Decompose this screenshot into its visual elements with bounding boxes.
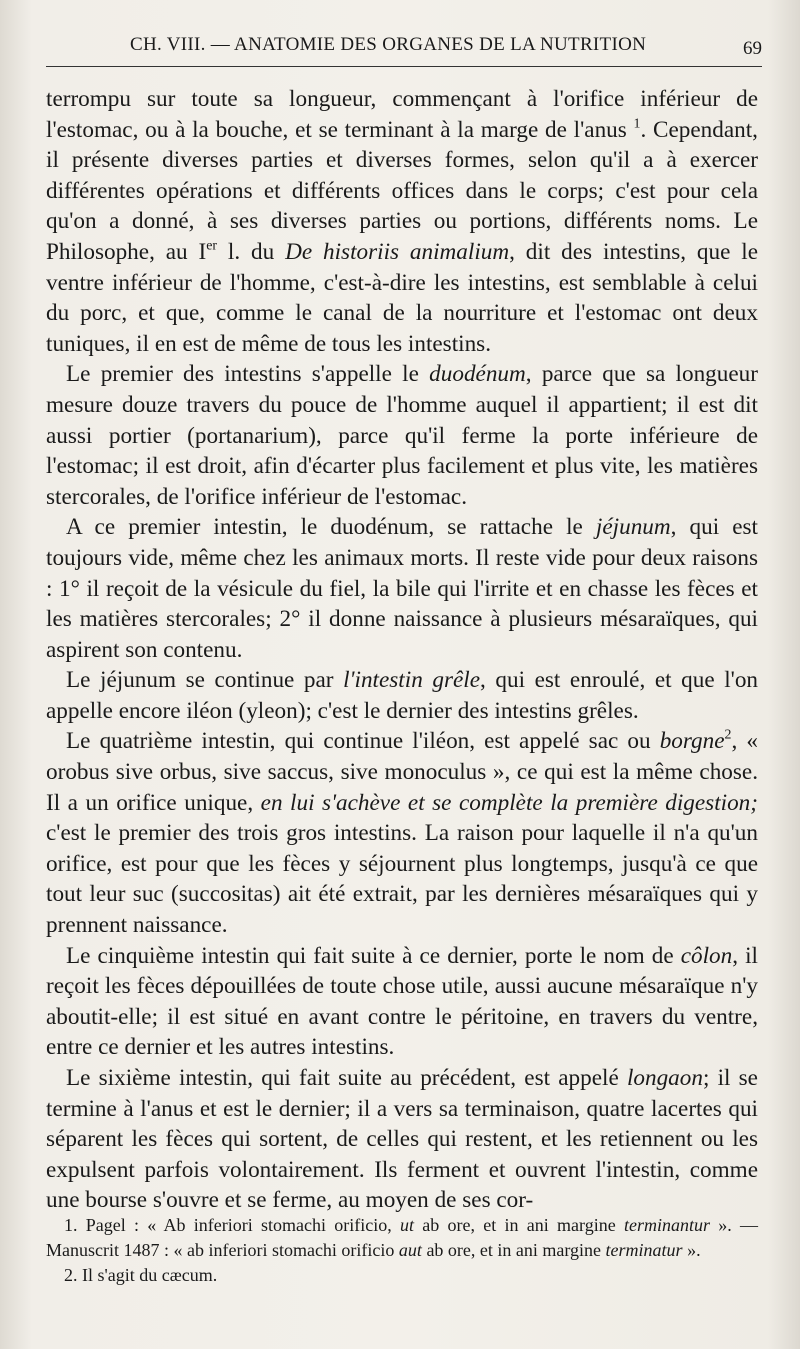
paragraph	[46, 665, 758, 726]
text-run: ». — Manuscrit 1487 : « ab inferiori stomachi orificio	[46, 1215, 758, 1260]
text-run: 1. Pagel : « Ab inferiori stomachi orificio,	[64, 1215, 401, 1235]
superscript: 1	[633, 115, 641, 131]
text-run: , qui est enroulé, et que l'on appelle encore iléon (yleon); c'est le dernier des intestins grêles.	[46, 667, 759, 724]
italic-text: jéjunum	[595, 514, 671, 541]
text-run: . Cependant, il présente diverses parties et diverses formes, selon qu'il a à exercer différentes opérations et différents offices dans le corps; c'est pour cela qu'on a donné, à ses diverses parties ou portions, différents noms. Le Philosophe, au I	[46, 116, 758, 265]
italic-text: ut	[400, 1215, 415, 1235]
text-run: , dit des intestins, que le ventre inférieur de l'homme, c'est-à-dire les intestins, est semblable à celui du porc, et que, comme le canal de la nourriture et l'estomac ont deux tuniques, il en est de même de tous les intestins.	[46, 238, 758, 357]
main-text	[46, 84, 758, 1216]
italic-text: l'intestin grêle	[343, 667, 481, 694]
text-run: , il reçoit les fèces dépouillées de toute chose utile, aussi aucune mésaraïque n'y aboutit-elle; il est situé en avant contre le péritoine, en travers du ventre, entre ce dernier et les autres intestins.	[46, 942, 758, 1061]
italic-text: De historiis animalium	[285, 238, 510, 265]
text-run: A ce premier intestin, le duodénum, se rattache le	[66, 514, 596, 541]
header-rule	[46, 66, 762, 67]
paragraph	[46, 359, 758, 512]
paragraph	[46, 1063, 758, 1216]
italic-text: en lui s'achève et se complète la première digestion;	[260, 789, 758, 816]
italic-text: longaon	[626, 1065, 703, 1091]
text-run: , qui est toujours vide, même chez les animaux morts. Il reste vide pour deux raisons : 1° il reçoit de la vésicule du fiel, la bile qui l'irrite et en chasse les fèces et les matières stercorales; 2° il donne naissance à plusieurs mésaraïques, qui aspirent son contenu.	[46, 514, 758, 663]
paragraph	[46, 84, 758, 359]
text-run: 2. Il s'agit du cæcum.	[64, 1265, 218, 1285]
text-run: ab ore, et in ani margine	[414, 1215, 624, 1235]
paragraph	[46, 512, 758, 665]
text-run: ; il se termine à l'anus et est le dernier; il a vers sa terminaison, quatre lacertes qui séparent les fèces qui sortent, de celles qui restent, et les retiennent ou les expulsent parfois volontairement. Ils ferment et ouvrent l'intestin, comme une bourse s'ouvre et se ferme, au moyen de ses cor-	[46, 1065, 758, 1214]
running-head	[46, 28, 762, 64]
text-run: , parce que sa longueur mesure douze travers du pouce de l'homme auquel il appartient; il est dit aussi portier (portanarium), parce qu'il ferme la porte inférieure de l'estomac; il est droit, afin d'écarter plus facilement et plus vite, les matières stercorales, de l'orifice inférieur de l'estomac.	[46, 361, 758, 510]
paragraph	[46, 726, 758, 940]
text-run: l. du	[217, 238, 286, 265]
footnotes	[46, 1213, 758, 1288]
italic-text: terminatur	[605, 1240, 683, 1260]
text-run: ».	[682, 1240, 701, 1260]
italic-text: terminantur	[623, 1215, 710, 1235]
running-title: CH. VIII. — ANATOMIE DES ORGANES DE LA NUTRITION	[130, 34, 647, 55]
footnote	[46, 1213, 758, 1263]
text-run: Le sixième intestin, qui fait suite au précédent, est appelé	[66, 1065, 627, 1091]
page-number: 69	[743, 38, 762, 59]
italic-text: côlon	[680, 942, 733, 969]
text-run: c'est le premier des trois gros intestins. La raison pour laquelle il n'a qu'un orifice, est pour que les fèces y séjournent plus longtemps, jusqu'à ce que tout leur suc (succositas) ait été extrait, par les dernières mésaraïques qui y prennent naissance.	[46, 820, 758, 939]
text-run: ab ore, et in ani margine	[421, 1240, 606, 1260]
italic-text: borgne	[659, 728, 725, 755]
text-run: Le quatrième intestin, qui continue l'iléon, est appelé sac ou	[66, 728, 660, 755]
text-run: terrompu sur toute sa longueur, commençant à l'orifice inférieur de l'estomac, ou à la bouche, et se terminant à la marge de l'anus	[46, 86, 758, 143]
italic-text: duodénum	[429, 361, 526, 388]
text-run: , « orobus sive orbus, sive saccus, sive monoculus », ce qui est la même chose. Il a un orifice unique,	[46, 728, 759, 816]
paragraph	[46, 941, 758, 1063]
superscript: 2	[724, 727, 732, 743]
superscript: er	[206, 238, 218, 254]
text-run: Le cinquième intestin qui fait suite à ce dernier, porte le nom de	[66, 942, 681, 969]
italic-text: aut	[398, 1240, 422, 1260]
text-run: Le premier des intestins s'appelle le	[66, 361, 430, 388]
text-run: Le jéjunum se continue par	[66, 667, 344, 694]
footnote	[46, 1263, 758, 1288]
